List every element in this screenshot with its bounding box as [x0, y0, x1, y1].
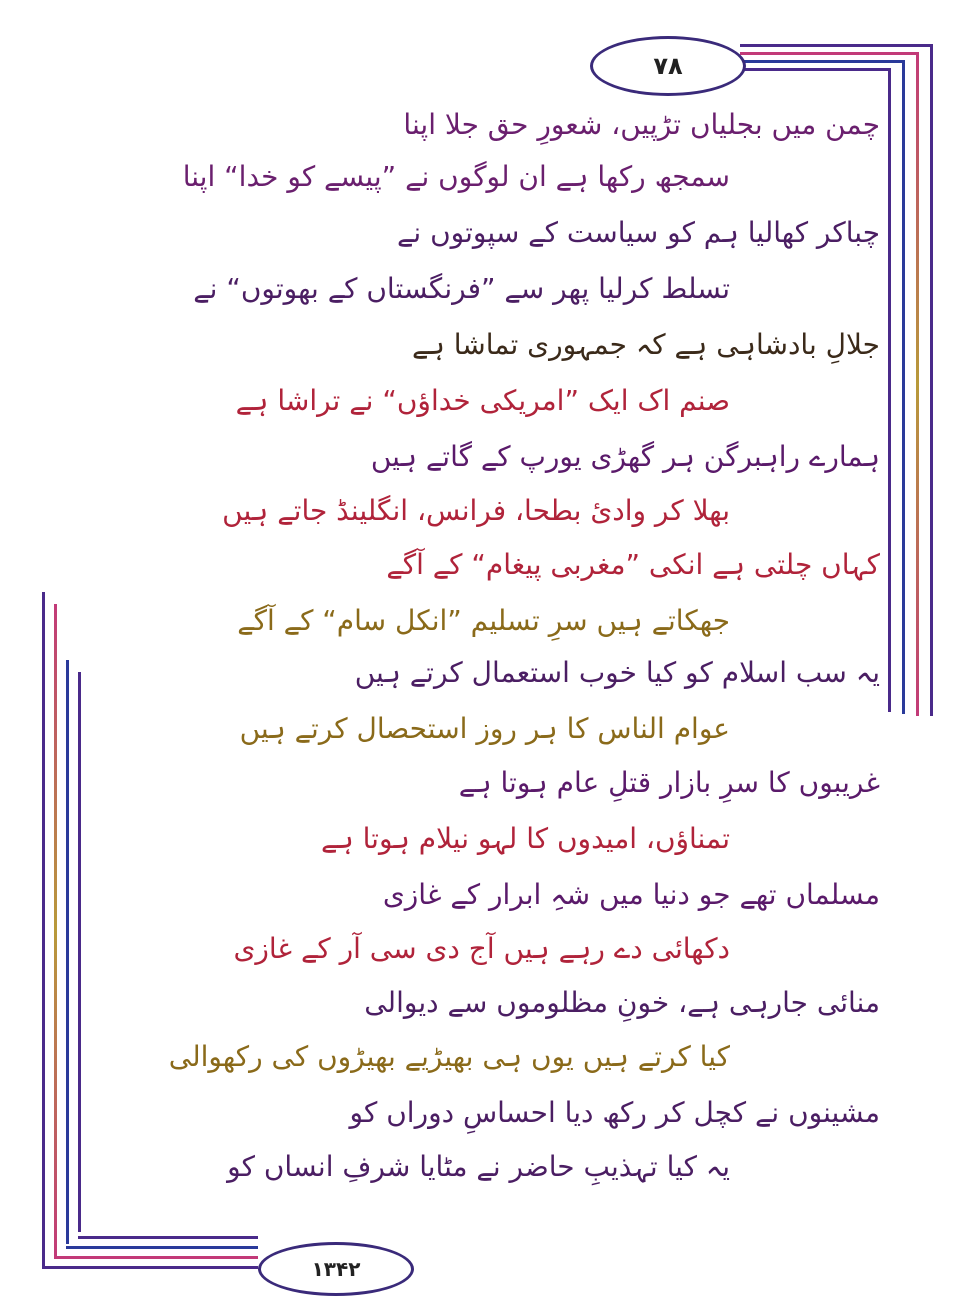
verse-line: دکھائی دے رہے ہیں آج دی سی آر کے غازی: [233, 932, 730, 965]
frame-left-line-1: [42, 592, 45, 1268]
verse-line: عوام الناس کا ہر روز استحصال کرتے ہیں: [239, 712, 730, 745]
frame-left-line-4: [78, 672, 81, 1232]
verse-line: یہ کیا تہذیبِ حاضر نے مٹایا شرفِ انساں کو: [227, 1150, 730, 1183]
verse-line: جھکاتے ہیں سرِ تسلیم ”انکل سام“ کے آگے: [237, 604, 730, 637]
verse-line: کیا کرتے ہیں یوں ہی بھیڑیے بھیڑوں کی رکھوالی: [168, 1040, 730, 1073]
frame-bottom-line-2: [54, 1256, 258, 1259]
verse-line: مشینوں نے کچل کر رکھ دیا احساسِ دوراں کو: [349, 1096, 880, 1129]
verse-line: تسلط کرلیا پھر سے ”فرنگستاں کے بھوتوں“ نے: [193, 272, 730, 305]
frame-right-line-2: [916, 52, 919, 716]
frame-right-line-3: [902, 60, 905, 714]
verse-line: چباکر کھالیا ہم کو سیاست کے سپوتوں نے: [396, 216, 880, 249]
verse-line: جلالِ بادشاہی ہے کہ جمہوری تماشا ہے: [412, 328, 880, 361]
frame-bottom-line-1: [42, 1266, 258, 1269]
verse-line: چمن میں بجلیاں تڑپیں، شعورِ حق جلا اپنا: [403, 108, 880, 141]
frame-bottom-line-3: [66, 1246, 258, 1249]
verse-line: سمجھ رکھا ہے ان لوگوں نے ”پیسے کو خدا“ اپنا: [182, 160, 730, 193]
frame-left-line-3: [66, 660, 69, 1244]
verse-line: بھلا کر وادیٔ بطحا، فرانس، انگلینڈ جاتے ہیں: [222, 494, 730, 527]
book-page-number: ۱۳۴۲: [311, 1257, 361, 1281]
frame-top-line-4: [740, 68, 890, 71]
verse-line: غریبوں کا سرِ بازار قتلِ عام ہوتا ہے: [458, 766, 880, 799]
verse-line: مسلماں تھے جو دنیا میں شہِ ابرار کے غازی: [382, 878, 880, 911]
verse-line: ہمارے راہبرگن ہر گھڑی یورپ کے گاتے ہیں: [370, 440, 880, 473]
frame-top-line-3: [740, 60, 904, 63]
frame-right-line-1: [930, 44, 933, 716]
frame-left-line-2: [54, 604, 57, 1256]
page-number-badge: [590, 36, 746, 96]
verse-line: یہ سب اسلام کو کیا خوب استعمال کرتے ہیں: [354, 656, 880, 689]
verse-line: تمناؤں، امیدوں کا لہو نیلام ہوتا ہے: [320, 822, 730, 855]
verse-line: منائی جارہی ہے، خونِ مظلوموں سے دیوالی: [364, 986, 880, 1019]
page-number: ۷۸: [653, 52, 683, 80]
frame-bottom-line-4: [78, 1236, 258, 1239]
frame-top-line-2: [740, 52, 918, 55]
verse-line: کہاں چلتی ہے انکی ”مغربی پیغام“ کے آگے: [386, 548, 880, 581]
book-page-number-badge: [258, 1242, 414, 1296]
frame-top-line-1: [740, 44, 932, 47]
verse-line: صنم اک ایک ”امریکی خداؤں“ نے تراشا ہے: [235, 384, 730, 417]
frame-right-line-4: [888, 68, 891, 712]
